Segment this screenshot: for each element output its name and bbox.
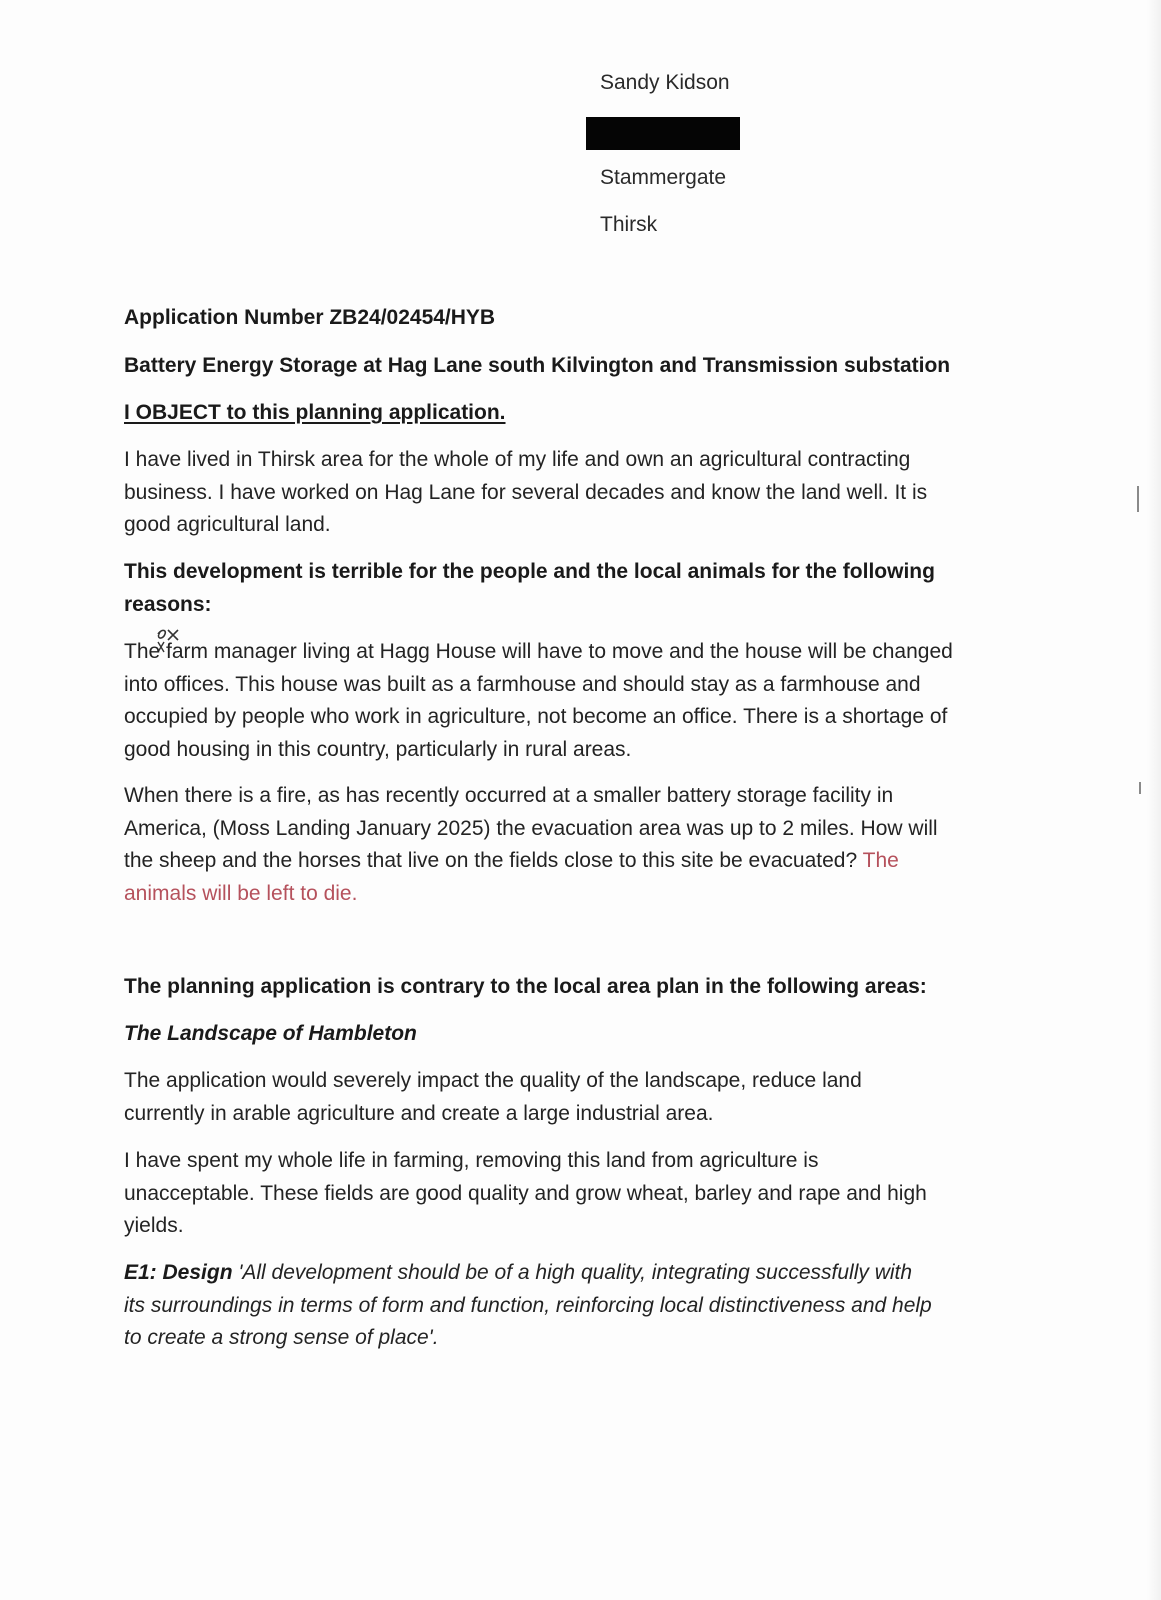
scan-edge-shadow bbox=[1147, 0, 1161, 1600]
intro-paragraph: I have lived in Thirsk area for the whole of my life and own an agricultural contracting business. I have worked on Hag Lane for several decades and know the land well. It is good agricultural land. bbox=[124, 448, 928, 536]
objection-statement: I OBJECT to this planning application. bbox=[124, 401, 506, 424]
sender-name: Sandy Kidson bbox=[600, 71, 730, 94]
fire-paragraph-emphasis: The animals will be left to die. bbox=[124, 849, 899, 905]
subject-line: Battery Energy Storage at Hag Lane south Kilvington and Transmission substation bbox=[124, 354, 951, 377]
landscape-paragraph: The application would severely impact the quality of the landscape, reduce land currently in arable agriculture and create a large industrial area. bbox=[124, 1069, 862, 1125]
farmhouse-paragraph: The farm manager living at Hagg House will have to move and the house will be changed into offices. This house was built as a farmhouse and should stay as a farmhouse and occupied by people who work in agriculture, not become an office. There is a shortage of good housing in this country, particularly in rural areas. bbox=[124, 640, 953, 761]
farming-paragraph: I have spent my whole life in farming, removing this land from agriculture is unacceptable. These fields are good quality and grow wheat, barley and rape and high yields. bbox=[124, 1149, 927, 1237]
policy-quote: 'All development should be of a high quality, integrating successfully with its surroundings in terms of form and function, reinforcing local distinctiveness and help to create a strong sense of place'. bbox=[124, 1261, 932, 1349]
scan-margin-mark bbox=[1137, 486, 1139, 512]
scan-margin-mark bbox=[1139, 782, 1141, 794]
fire-paragraph bbox=[124, 780, 946, 910]
redacted-address-line bbox=[586, 117, 740, 150]
policy-label: E1: Design bbox=[124, 1261, 233, 1284]
reasons-heading: This development is terrible for the people and the local animals for the following reasons: bbox=[124, 560, 935, 616]
sender-town: Thirsk bbox=[600, 213, 658, 236]
application-number: Application Number ZB24/02454/HYB bbox=[124, 306, 496, 329]
plan-heading: The planning application is contrary to the local area plan in the following areas: bbox=[124, 975, 927, 998]
landscape-heading: The Landscape of Hambleton bbox=[124, 1022, 417, 1045]
policy-e1 bbox=[124, 1257, 934, 1355]
fire-paragraph-text: When there is a fire, as has recently occurred at a smaller battery storage facility in America, (Moss Landing January 2025) the evacuation area was up to 2 miles. How will the sheep and the horses that live on the fields close to this site be evacuated? bbox=[124, 784, 938, 872]
sender-street: Stammergate bbox=[600, 166, 727, 189]
